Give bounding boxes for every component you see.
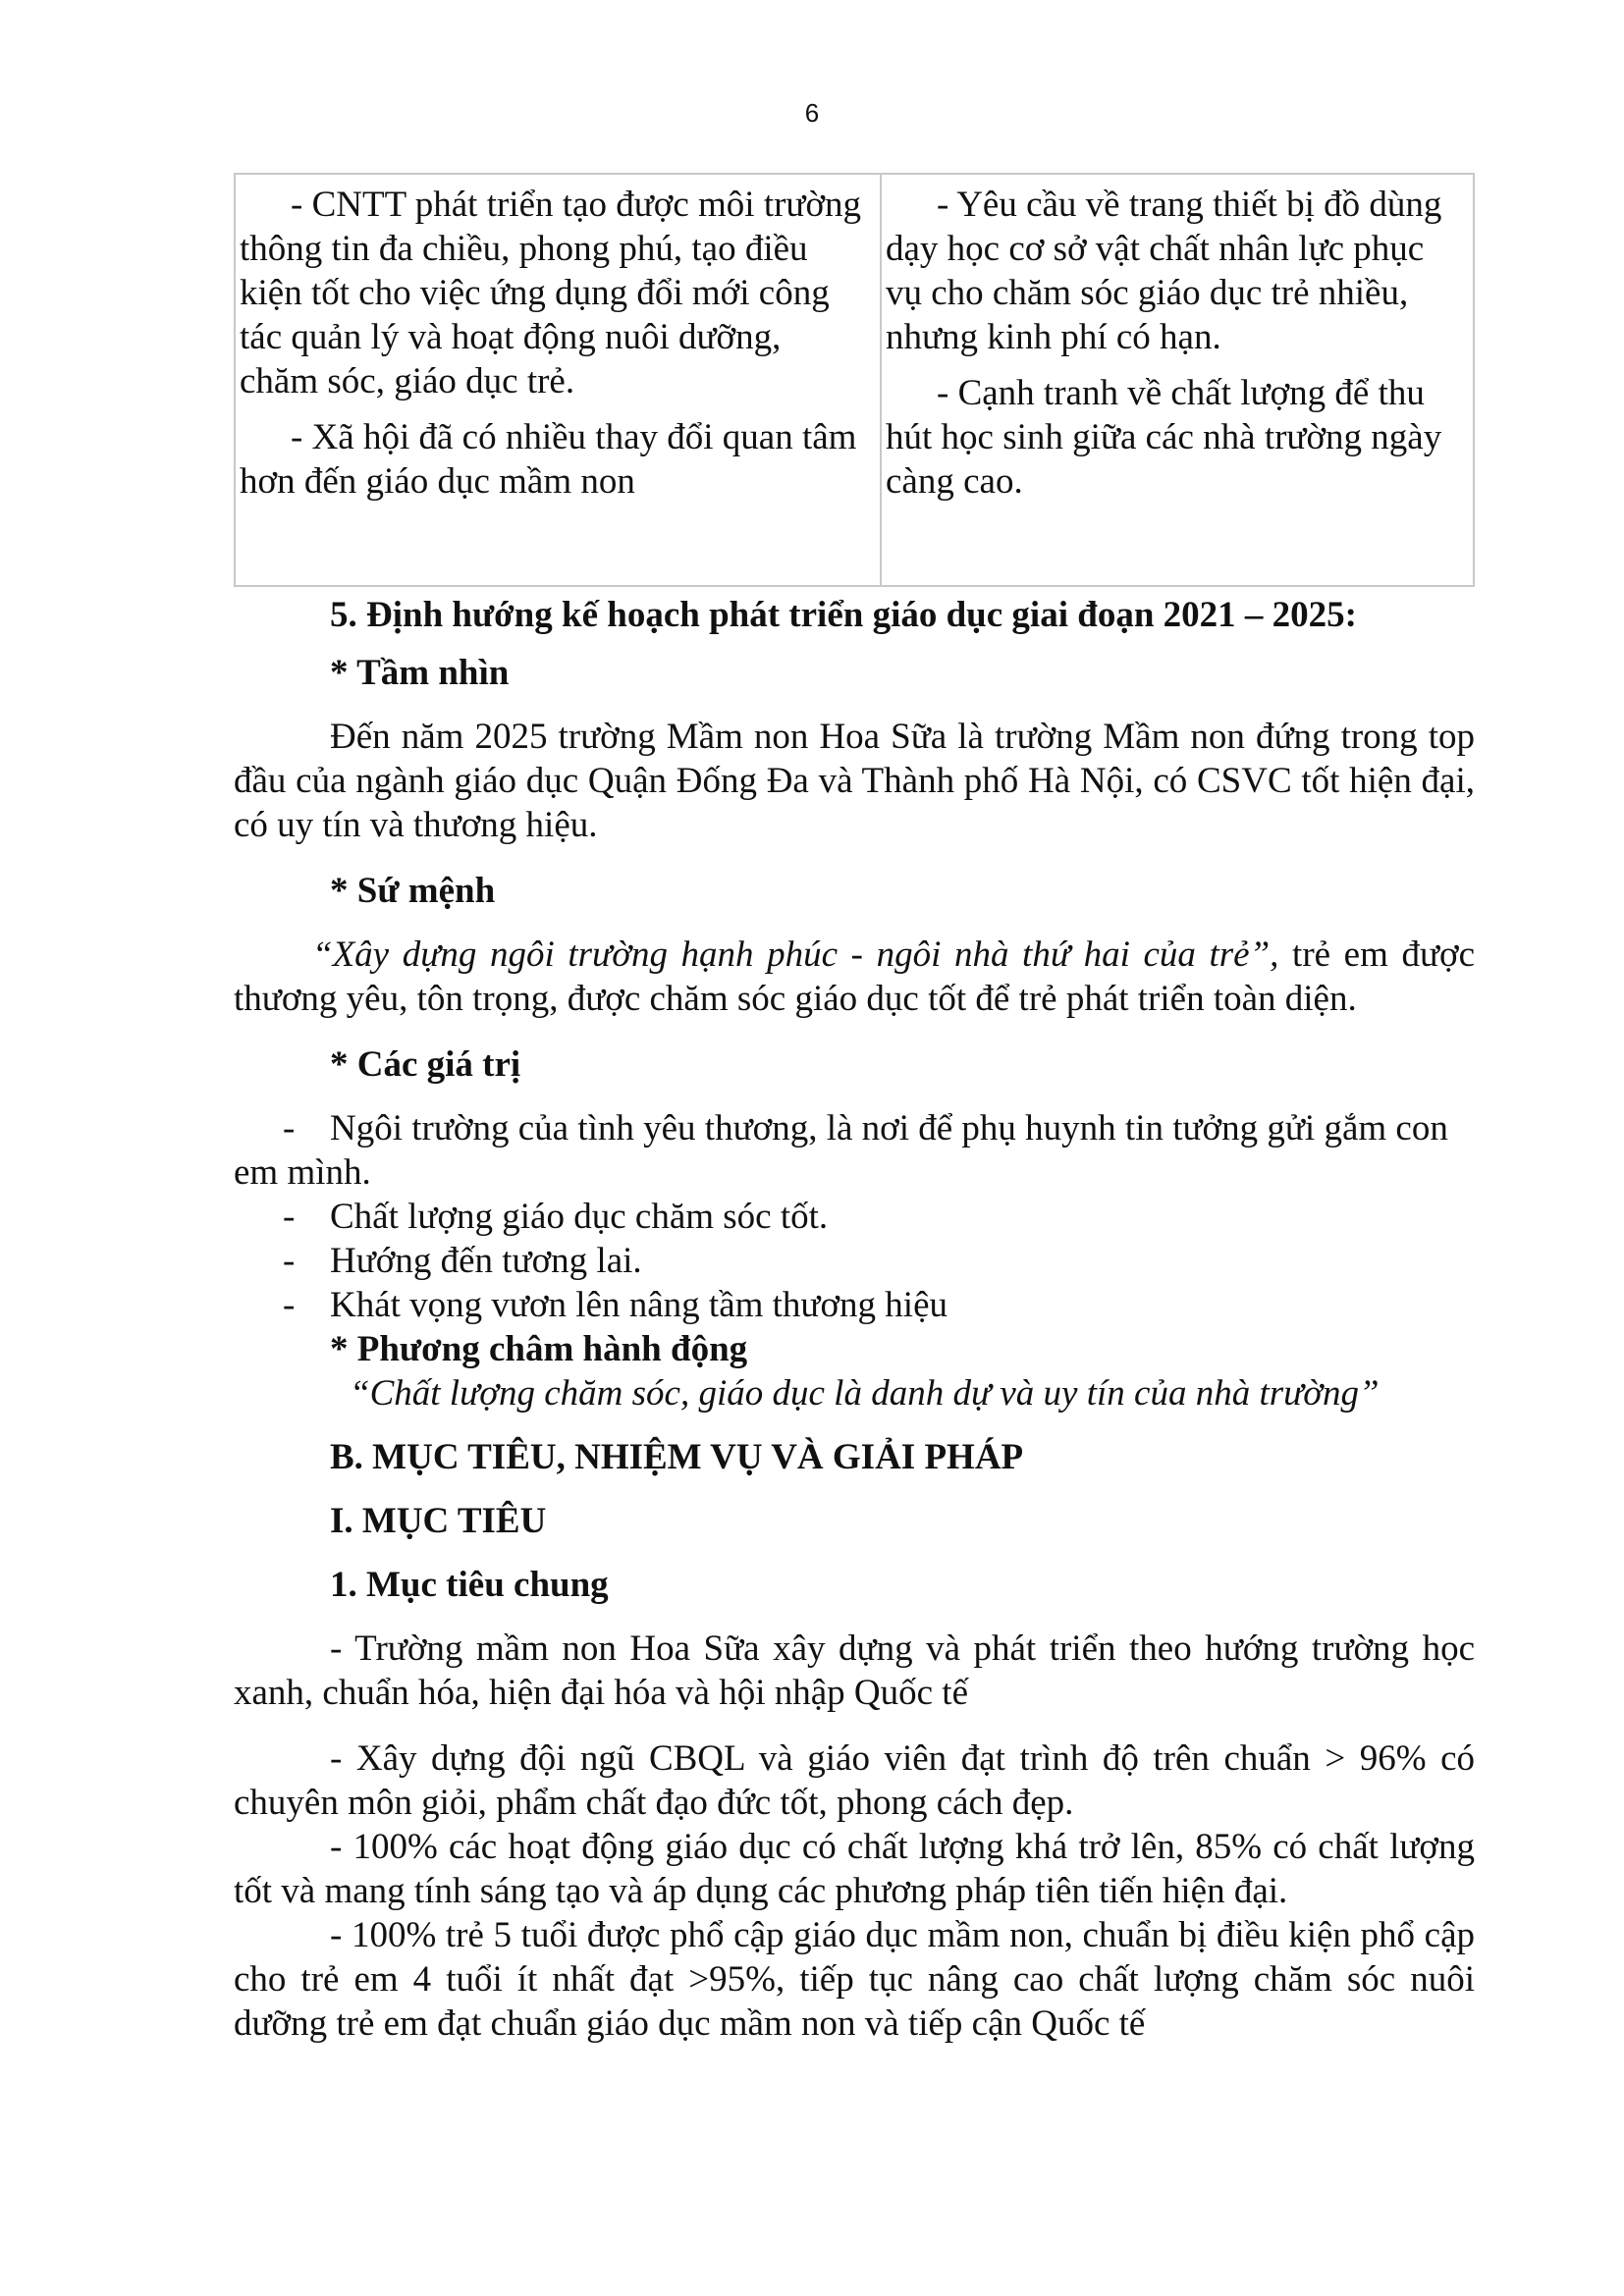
mission-text: trẻ em được thương yêu, tôn trọng, được chăm sóc giáo dục tốt để trẻ phát triển toàn diện. bbox=[234, 934, 1475, 1019]
motto-heading: * Phương châm hành động bbox=[330, 1329, 748, 1369]
goal-item: - 100% các hoạt động giáo dục có chất lượng khá trở lên, 85% có chất lượng tốt và mang tính sáng tạo và áp dụng các phương pháp tiên tiến hiện đại. bbox=[234, 1827, 1475, 1911]
values-item-text: Hướng đến tương lai. bbox=[330, 1241, 642, 1281]
values-heading: * Các giá trị bbox=[330, 1044, 521, 1085]
table-row bbox=[235, 174, 1474, 586]
mission-heading: * Sứ mệnh bbox=[330, 871, 496, 911]
mission-paragraph bbox=[234, 933, 1475, 1021]
values-item: - Hướng đến tương lai. bbox=[283, 1241, 642, 1281]
values-item: - Ngôi trường của tình yêu thương, là nơi để phụ huynh tin tưởng gửi gắm con em mình. bbox=[234, 1108, 1448, 1193]
values-item-text: Ngôi trường của tình yêu thương, là nơi để phụ huynh tin tưởng gửi gắm con em mình. bbox=[234, 1108, 1448, 1193]
values-item: - Khát vọng vươn lên nâng tầm thương hiệu bbox=[283, 1285, 947, 1325]
page-number: 6 bbox=[804, 98, 820, 128]
objectives-heading: I. MỤC TIÊU bbox=[330, 1501, 547, 1541]
values-item: - Chất lượng giáo dục chăm sóc tốt. bbox=[283, 1197, 829, 1237]
cell-paragraph: - Cạnh tranh về chất lượng để thu hút học sinh giữa các nhà trường ngày càng cao. bbox=[886, 373, 1442, 502]
motto-text: “Chất lượng chăm sóc, giáo dục là danh dự và uy tín của nhà trường” bbox=[350, 1373, 1380, 1414]
goal-item: - Xây dựng đội ngũ CBQL và giáo viên đạt trình độ trên chuẩn > 96% có chuyên môn giỏi, phẩm chất đạo đức tốt, phong cách đẹp. bbox=[234, 1738, 1475, 1823]
goal-item: - 100% trẻ 5 tuổi được phổ cập giáo dục mầm non, chuẩn bị điều kiện phổ cập cho trẻ em 4 tuổi ít nhất đạt >95%, tiếp tục nâng cao chất lượng chăm sóc nuôi dưỡng trẻ em đạt chuẩn giáo dục mầm non và tiếp cận Quốc tế bbox=[234, 1915, 1475, 2044]
opportunities-cell bbox=[235, 174, 881, 586]
cell-paragraph: - Yêu cầu về trang thiết bị đồ dùng dạy học cơ sở vật chất nhân lực phục vụ cho chăm sóc giáo dục trẻ nhiều, nhưng kinh phí có hạn. bbox=[886, 185, 1442, 357]
cell-paragraph: - CNTT phát triển tạo được môi trường thông tin đa chiều, phong phú, tạo điều kiện tốt cho việc ứng dụng đổi mới công tác quản lý và hoạt động nuôi dưỡng, chăm sóc, giáo dục trẻ. bbox=[240, 185, 862, 401]
section5-heading: 5. Định hướng kế hoạch phát triển giáo dục giai đoạn 2021 – 2025: bbox=[330, 595, 1357, 635]
cell-paragraph: - Xã hội đã có nhiều thay đổi quan tâm hơn đến giáo dục mầm non bbox=[240, 417, 857, 502]
document-body bbox=[234, 593, 1475, 2046]
vision-heading: * Tầm nhìn bbox=[330, 653, 510, 693]
threats-cell bbox=[881, 174, 1474, 586]
goal-item: - Trường mầm non Hoa Sữa xây dựng và phát triển theo hướng trường học xanh, chuẩn hóa, hiện đại hóa và hội nhập Quốc tế bbox=[234, 1629, 1475, 1713]
values-item-text: Khát vọng vươn lên nâng tầm thương hiệu bbox=[330, 1285, 947, 1325]
part-b-heading: B. MỤC TIÊU, NHIỆM VỤ VÀ GIẢI PHÁP bbox=[330, 1437, 1024, 1477]
mission-quote: “Xây dựng ngôi trường hạnh phúc - ngôi nhà thứ hai của trẻ”, bbox=[312, 934, 1279, 975]
vision-text: Đến năm 2025 trường Mầm non Hoa Sữa là trường Mầm non đứng trong top đầu của ngành giáo dục Quận Đống Đa và Thành phố Hà Nội, có CSVC tốt hiện đại, có uy tín và thương hiệu. bbox=[234, 717, 1475, 845]
values-item-text: Chất lượng giáo dục chăm sóc tốt. bbox=[330, 1197, 829, 1237]
general-goal-heading: 1. Mục tiêu chung bbox=[330, 1565, 609, 1605]
swot-table bbox=[234, 173, 1475, 587]
